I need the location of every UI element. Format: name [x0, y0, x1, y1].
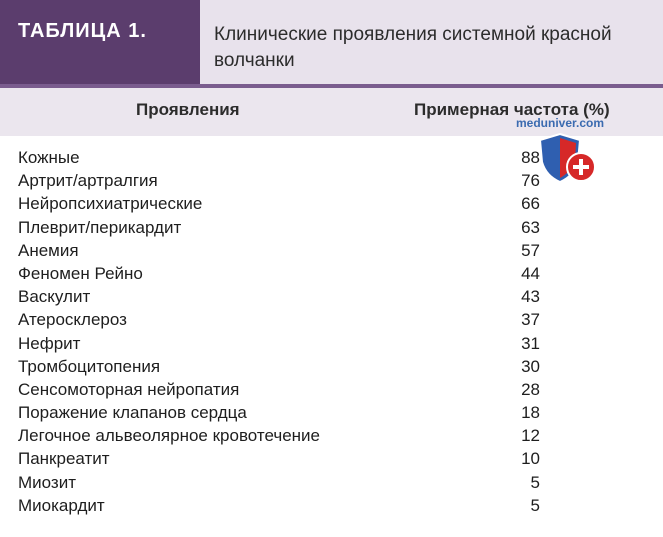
row-value: 76: [521, 171, 540, 191]
table-row: [0, 496, 663, 519]
row-value: 28: [521, 379, 540, 399]
row-name: Нефрит: [18, 333, 81, 353]
row-name: Плеврит/перикардит: [18, 217, 182, 237]
row-value: 44: [521, 263, 540, 283]
row-value: 43: [521, 287, 540, 307]
table-row: [0, 403, 663, 426]
row-value: 66: [521, 194, 540, 214]
table-row: [0, 334, 663, 357]
column-header-manifestation: Проявления: [136, 100, 240, 119]
table-header: [0, 0, 663, 88]
table-label: ТАБЛИЦА 1.: [18, 20, 147, 42]
row-value: 37: [521, 310, 540, 330]
row-name: Атеросклероз: [18, 310, 127, 330]
table-row: [0, 426, 663, 449]
row-value: 12: [521, 426, 540, 446]
table-row: [0, 241, 663, 264]
watermark-text: meduniver.com: [516, 116, 605, 130]
watermark-logo: [516, 116, 616, 186]
table-row: [0, 194, 663, 217]
row-name: Миозит: [18, 472, 76, 492]
table-row: [0, 264, 663, 287]
row-name: Панкреатит: [18, 449, 110, 469]
row-name: Анемия: [18, 240, 79, 260]
table-row: [0, 473, 663, 496]
plus-icon: [566, 152, 596, 182]
row-value: 30: [521, 356, 540, 376]
row-value: 88: [521, 148, 540, 167]
row-name: Сенсомоторная нейропатия: [18, 379, 240, 399]
row-value: 5: [530, 472, 540, 492]
row-value: 10: [521, 449, 540, 469]
row-value: 18: [521, 403, 540, 423]
row-name: Нейропсихиатрические: [18, 194, 203, 214]
row-name: Поражение клапанов сердца: [18, 403, 247, 423]
table-title: Клинические проявления системной красной волчанки: [214, 24, 612, 71]
row-name: Кожные: [18, 148, 80, 167]
column-header-frequency: Примерная частота (%): [414, 100, 610, 119]
table-body: [0, 148, 663, 519]
row-name: Феномен Рейно: [18, 263, 143, 283]
table-row: [0, 449, 663, 472]
row-name: Васкулит: [18, 287, 91, 307]
table-row: [0, 357, 663, 380]
table-row: [0, 218, 663, 241]
row-name: Артрит/артралгия: [18, 171, 158, 191]
table-row: [0, 287, 663, 310]
row-name: Легочное альвеолярное кровотечение: [18, 426, 321, 446]
table-row: [0, 310, 663, 333]
row-value: 57: [521, 240, 540, 260]
row-value: 5: [530, 495, 540, 515]
row-value: 31: [521, 333, 540, 353]
table-row: [0, 380, 663, 403]
row-value: 63: [521, 217, 540, 237]
table-label-tab: [0, 0, 200, 88]
row-name: Миокардит: [18, 495, 105, 515]
row-name: Тромбоцитопения: [18, 356, 161, 376]
